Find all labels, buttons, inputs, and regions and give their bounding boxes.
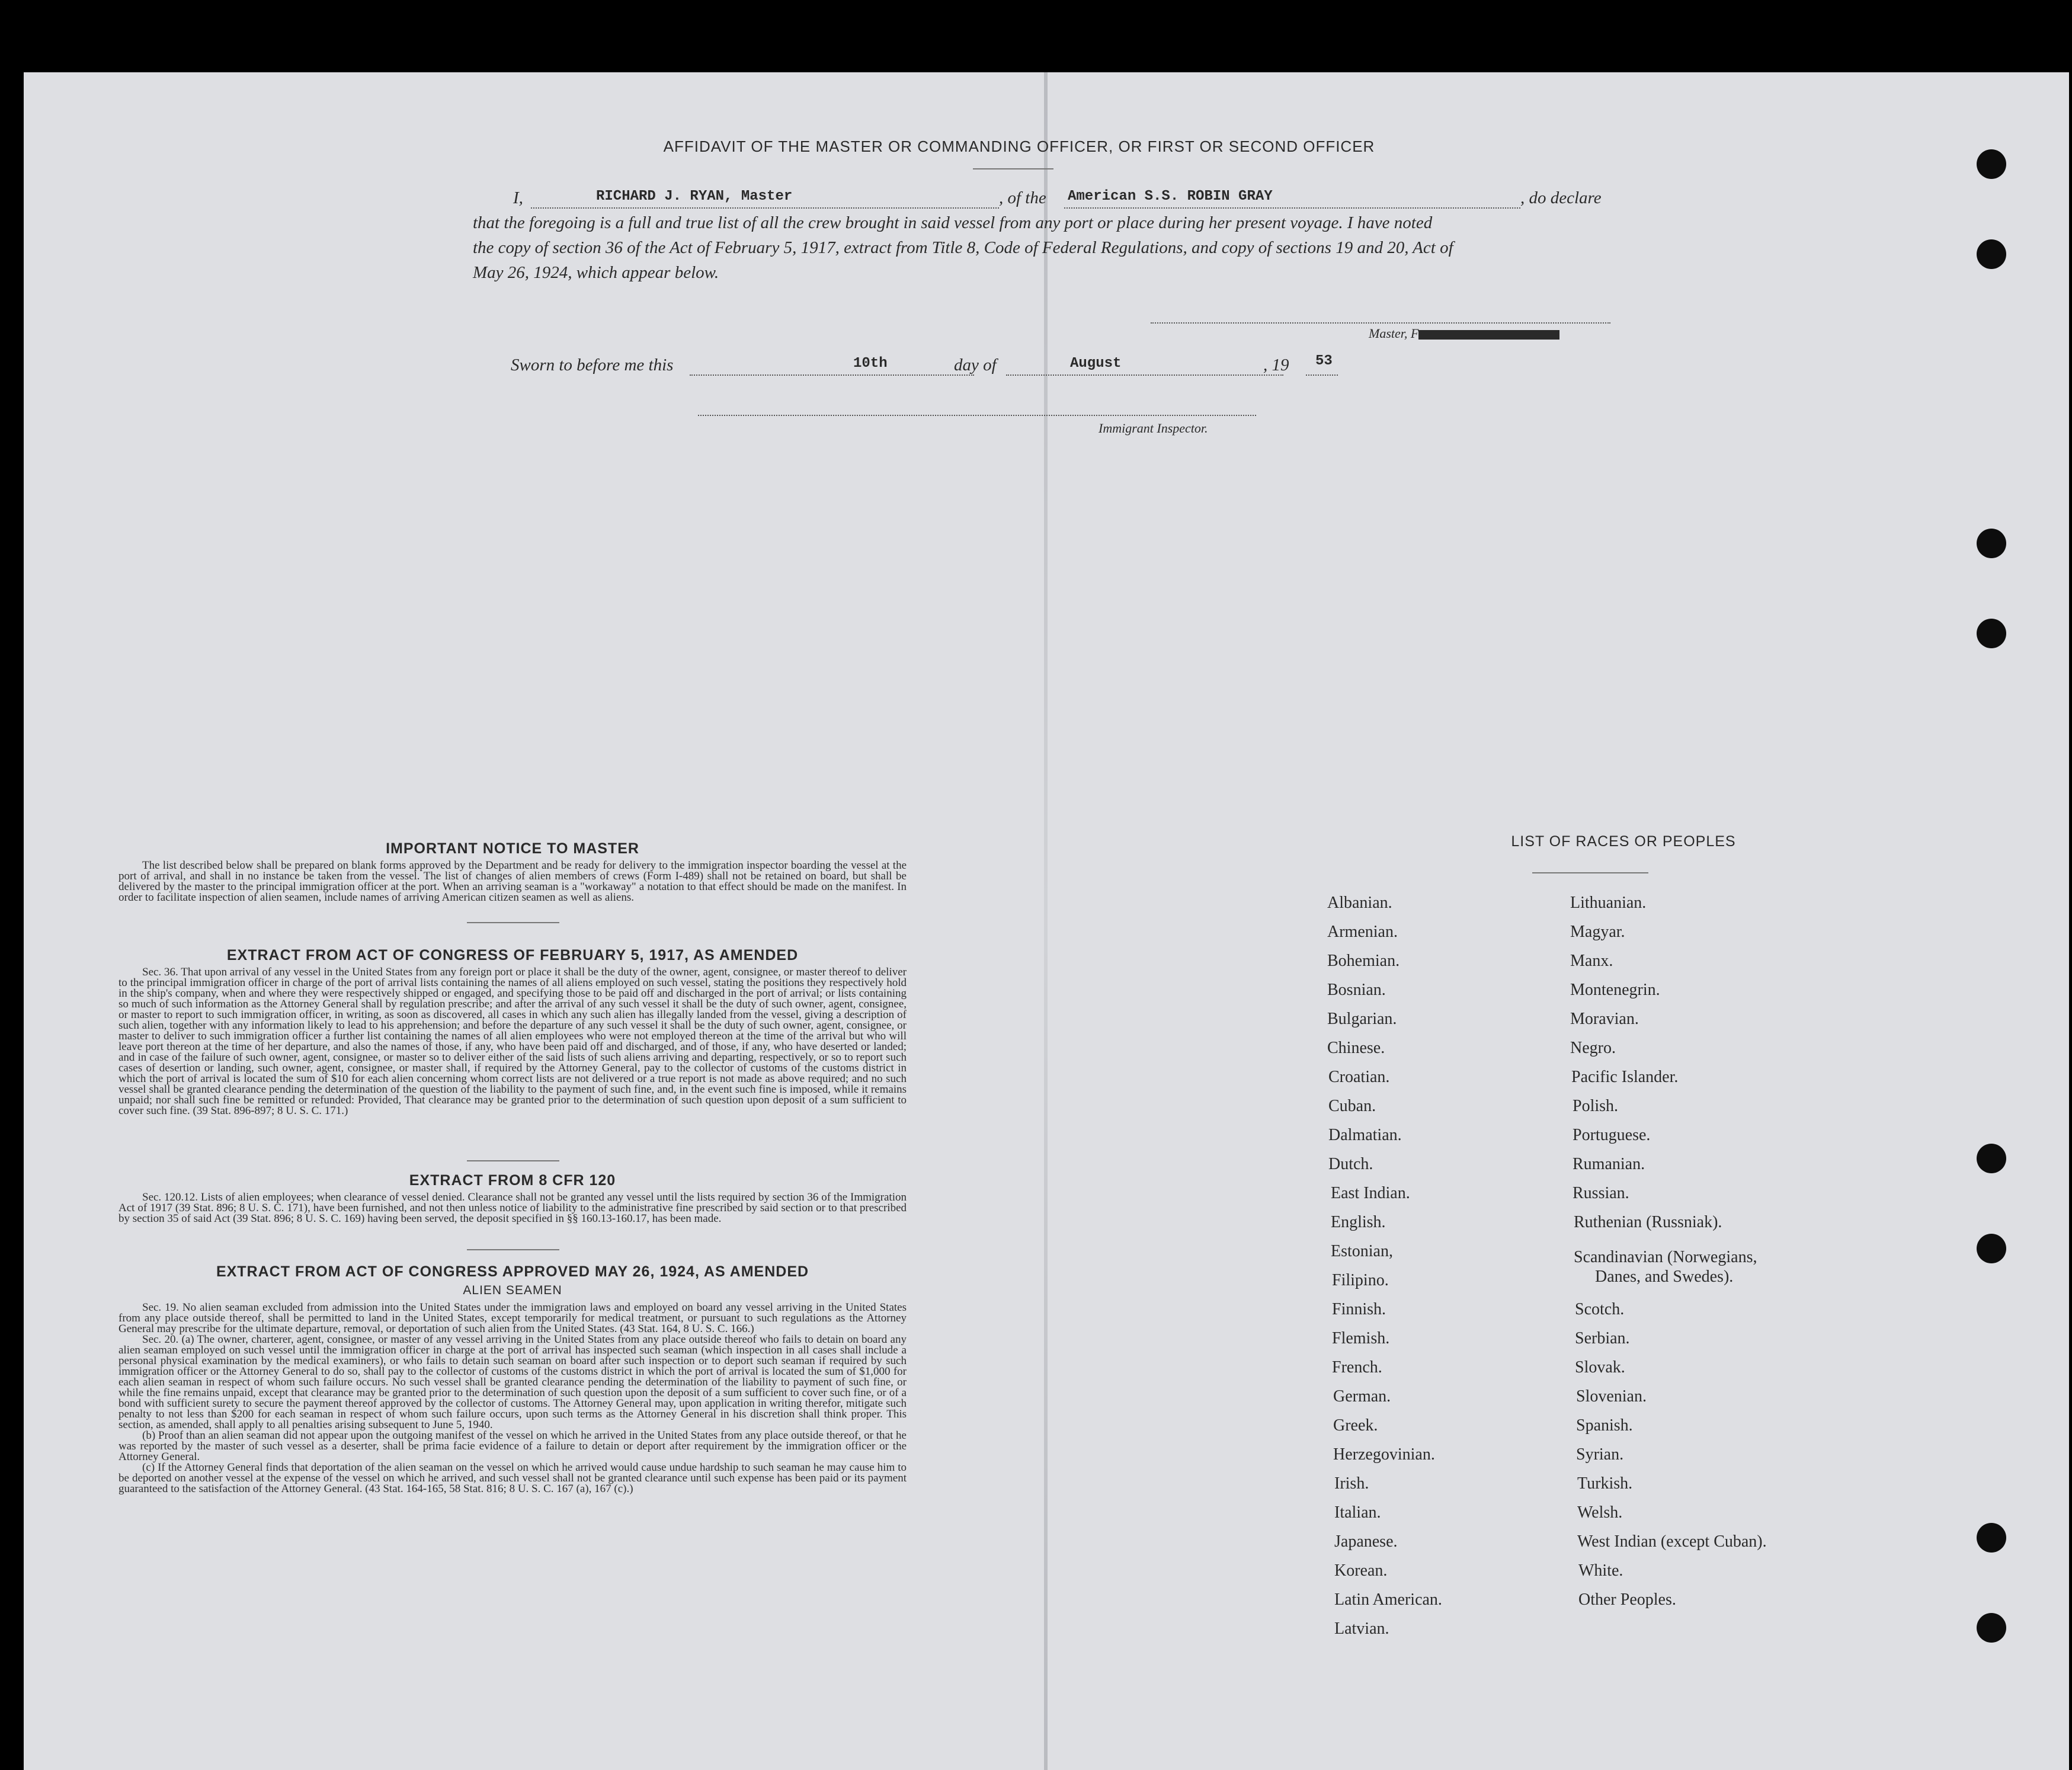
extract-cfr-rule — [467, 1249, 559, 1250]
affidavit-line-4: May 26, 1924, which appear below. — [473, 263, 719, 282]
day-of-label: day of — [954, 356, 997, 375]
race-item: Russian. — [1573, 1184, 1629, 1202]
race-item: Latin American. — [1334, 1590, 1442, 1609]
race-item: Lithuanian. — [1570, 894, 1647, 912]
race-item: English. — [1331, 1213, 1386, 1231]
extract-1924-sections — [119, 1302, 907, 1494]
extract-1924-heading: EXTRACT FROM ACT OF CONGRESS APPROVED MAY 26, 1924, AS AMENDED — [216, 1263, 809, 1280]
extract-1917-rule — [467, 1160, 559, 1161]
sec-19-text: Sec. 19. No alien seaman excluded from admission into the United States under the immigration laws and employed on board any vessel arriving in the United States from any place outside thereof, shall be permitted to land in the United States, except temporarily for medical treatment, or pursuant to such regulations as the Attorney General may prescribe for the ultimate departure, removal, or deportation of such alien from the United States. (43 Stat. 164, 8 U. S. C. 166.) — [119, 1301, 907, 1335]
race-item: Estonian, — [1331, 1242, 1393, 1260]
race-item: Japanese. — [1334, 1532, 1398, 1551]
affidavit-line-3: the copy of section 36 of the Act of February 5, 1917, extract from Title 8, Code of Federal Regulations, and copy of sections 19 and 20, Act of — [473, 238, 1453, 257]
race-item: White. — [1578, 1561, 1623, 1580]
races-rule — [1532, 872, 1648, 873]
race-item: Dutch. — [1328, 1155, 1373, 1173]
race-item: Croatian. — [1328, 1068, 1390, 1086]
struck-out-title — [1418, 330, 1559, 340]
race-item: Danes, and Swedes). — [1595, 1268, 1734, 1286]
race-item: Spanish. — [1576, 1416, 1633, 1435]
race-item: Rumanian. — [1573, 1155, 1645, 1173]
race-item: Welsh. — [1577, 1503, 1623, 1522]
race-item: Slovak. — [1575, 1358, 1625, 1377]
page-fold — [1044, 72, 1048, 1770]
master-signature-label — [1369, 326, 1559, 341]
race-item: Cuban. — [1328, 1097, 1376, 1115]
race-item: Dalmatian. — [1328, 1126, 1402, 1144]
race-item: Slovenian. — [1576, 1387, 1647, 1406]
binder-hole — [1977, 619, 2006, 648]
extract-1917-body: Sec. 36. That upon arrival of any vessel in the United States from any foreign port or place it shall be the duty of the owner, agent, consignee, or master thereof to deliver to the principal immigration officer in charge of the port of arrival lists containing the names of all aliens employed on such vessel, stating the positions they respectively hold in the ship's company, when and where they were respectively shipped or engaged, and specifying those to be paid off and discharged in the port of arrival; or lists containing so much of such information as the Attorney General shall by regulation prescribe; and after the arrival of any such vessel it shall be the duty of such owner, agent, consignee, or master to report to such immigration officer, in writing, as soon as discovered, all cases in which any such alien has illegally landed from the vessel, giving a description of such alien, together with any information likely to lead to his apprehension; and before the departure of any such vessel it shall be the duty of such owner, agent, consignee, or master to deliver to such immigration officer a further list containing the names of all alien employees who were not employed thereon at the time of the arrival but who will leave port thereon at the time of her departure, and also the names of those, if any, who have been paid off and discharged, and of those, if any, who have deserted or landed; and in case of the failure of such owner, agent, consignee, or master so to deliver either of the said lists of such aliens arriving and departing, respectively, or so to report such cases of desertion or landing, such owner, agent, consignee, or master shall, if required by the Attorney General, pay to the collector of customs of the customs district in which the port of arrival is located the sum of $10 for each alien concerning whom correct lists are not delivered or a true report is not made as above required; and no such vessel shall be granted clearance pending the determination of the question of the liability to the payment of such fine, and, in the event such fine is imposed, while it remains unpaid; nor shall such fine be remitted or refunded: Provided, That clearance may be granted prior to the determination of such question upon deposit of a sum sufficient to cover such fine. (39 Stat. 896-897; 8 U. S. C. 171.) — [119, 966, 907, 1117]
affidavit-line-2: that the foregoing is a full and true list of all the crew brought in said vessel from any port or place during her present voyage. I have noted — [473, 213, 1433, 232]
title-rule — [973, 168, 1053, 169]
race-item: Scandinavian (Norwegians, — [1574, 1248, 1757, 1266]
race-item: Syrian. — [1576, 1445, 1624, 1464]
race-item: German. — [1333, 1387, 1391, 1406]
race-item: Korean. — [1334, 1561, 1388, 1580]
document-page — [24, 72, 2069, 1770]
race-item: Negro. — [1570, 1039, 1616, 1057]
extract-1917-heading: EXTRACT FROM ACT OF CONGRESS OF FEBRUARY 5, 1917, AS AMENDED — [226, 947, 799, 964]
inspector-signature-line — [698, 415, 1256, 416]
sec-20b-text: (b) Proof than an alien seaman did not appear upon the outgoing manifest of the vessel on which he arrived in the United States from any place outside thereof, or that he was reported by the master of such vessel as a deserter, shall be prima facie evidence of a failure to detain or deport after requirement by the immigration officer or the Attorney General. — [119, 1429, 907, 1463]
races-heading: LIST OF RACES OR PEOPLES — [1511, 833, 1736, 850]
race-item: Polish. — [1573, 1097, 1619, 1115]
race-item: Serbian. — [1575, 1329, 1630, 1347]
race-item: Chinese. — [1327, 1039, 1385, 1057]
sworn-label: Sworn to before me this — [511, 356, 674, 375]
master-name-value: RICHARD J. RYAN, Master — [596, 188, 793, 204]
race-item: Bosnian. — [1327, 981, 1386, 999]
binder-hole — [1977, 529, 2006, 558]
race-item: French. — [1332, 1358, 1382, 1377]
race-item: Irish. — [1334, 1474, 1369, 1493]
extract-cfr-heading: EXTRACT FROM 8 CFR 120 — [409, 1172, 616, 1189]
race-item: Pacific Islander. — [1571, 1068, 1679, 1086]
binder-hole — [1977, 239, 2006, 269]
race-item: Portuguese. — [1573, 1126, 1651, 1144]
binder-hole — [1977, 1234, 2006, 1263]
vessel-field-line — [1064, 207, 1520, 209]
vessel-name-value: American S.S. ROBIN GRAY — [1068, 188, 1273, 204]
notice-rule — [467, 922, 559, 923]
race-item: Montenegrin. — [1570, 981, 1660, 999]
race-item: Other Peoples. — [1578, 1590, 1676, 1609]
binder-hole — [1977, 1613, 2006, 1643]
affidavit-title: AFFIDAVIT OF THE MASTER OR COMMANDING OFFICER, OR FIRST OR SECOND OFFICER — [663, 137, 1375, 155]
master-label: Master, F — [1369, 326, 1419, 341]
year-field-line — [1306, 375, 1338, 376]
notice-heading: IMPORTANT NOTICE TO MASTER — [386, 840, 639, 857]
sec-20a-text: Sec. 20. (a) The owner, charterer, agent, consignee, or master of any vessel arriving in the United States from any place outside thereof who fails to detain on board any alien seaman employed on such vessel until the immigration officer in charge at the port of arrival has inspected such seaman (which inspection in all cases shall include a personal physical examination by the medical examiners), or who fails to detain such seaman on board after such inspection or to deport such seaman if required by such immigration officer or the Attorney General to do so, shall pay to the collector of customs of the customs district in which the port of arrival is located the sum of $1,000 for each alien seaman in respect of whom such failure occurs. No such vessel shall be granted clearance pending the determination of the liability to payment of such fine, or while the fine remains unpaid, except that clearance may be granted prior to the determination of such question upon the deposit of a sum sufficient to cover such fine, or of a bond with sufficient surety to secure the payment thereof approved by the collector of customs. The Attorney General may, upon application in writing therefor, mitigate such penalty to not less than $200 for each seaman in respect of whom such failure occurs, upon such terms as the Attorney General in his discretion shall think proper. This section, as amended, shall apply to all penalties arising subsequent to June 5, 1940. — [119, 1333, 907, 1431]
sworn-year-value: 53 — [1315, 353, 1333, 369]
race-item: Magyar. — [1570, 923, 1625, 941]
race-item: Bulgarian. — [1327, 1010, 1397, 1028]
race-item: Latvian. — [1334, 1619, 1389, 1638]
race-item: Albanian. — [1327, 894, 1392, 912]
extract-cfr-body: Sec. 120.12. Lists of alien employees; when clearance of vessel denied. Clearance shall not be granted any vessel until the lists required by section 36 of the Immigration Act of 1917 (39 Stat. 896; 8 U. S. C. 171), have been furnished, and not then unless notice of liability to the administrative fine prescribed by said section or to that prescribed by section 35 of said Act (39 Stat. 896; 8 U. S. C. 169) having been served, the deposit specified in §§ 160.13-160.17, has been made. — [119, 1191, 907, 1225]
extract-1924-subheading: ALIEN SEAMEN — [463, 1284, 562, 1297]
binder-hole — [1977, 149, 2006, 179]
race-item: Finnish. — [1332, 1300, 1386, 1318]
sworn-month-value: August — [1070, 356, 1122, 372]
race-item: Herzegovinian. — [1333, 1445, 1435, 1464]
race-item: Flemish. — [1332, 1329, 1390, 1347]
month-field-line — [1006, 375, 1283, 376]
race-item: Manx. — [1570, 952, 1613, 970]
sworn-day-value: 10th — [853, 356, 888, 372]
race-item: Bohemian. — [1327, 952, 1400, 970]
of-the-label: , of the — [999, 188, 1046, 207]
name-field-line — [531, 207, 999, 209]
race-item: Scotch. — [1575, 1300, 1625, 1318]
race-item: Turkish. — [1577, 1474, 1633, 1493]
race-item: West Indian (except Cuban). — [1577, 1532, 1767, 1551]
race-item: East Indian. — [1331, 1184, 1410, 1202]
race-item: Greek. — [1333, 1416, 1378, 1435]
race-item: Italian. — [1334, 1503, 1381, 1522]
year-prefix-label: , 19 — [1263, 356, 1289, 375]
notice-body: The list described below shall be prepared on blank forms approved by the Department and be ready for delivery to the immigration inspector boarding the vessel at the port of arrival, and shall in no instance be taken from the vessel. The list of changes of alien members of crews (Form I-489) shall not be retained on board, but shall be delivered by the master to the principal immigration officer at the port. When an arriving seaman is a "workaway" a notation to that effect should be made on the manifest. In order to facilitate inspection of alien seamen, include names of arriving American citizen seamen as well as aliens. — [119, 859, 907, 904]
inspector-label: Immigrant Inspector. — [1099, 421, 1208, 436]
binder-hole — [1977, 1523, 2006, 1553]
race-item: Armenian. — [1327, 923, 1398, 941]
declare-label: , do declare — [1520, 188, 1602, 207]
master-signature-line — [1151, 322, 1610, 324]
affidavit-lead: I, — [513, 188, 523, 207]
binder-hole — [1977, 1144, 2006, 1173]
day-field-line — [690, 375, 974, 376]
sec-20c-text: (c) If the Attorney General finds that deportation of the alien seaman on the vessel on which he arrived would cause undue hardship to such seaman he may cause him to be deported on another vessel at the expense of the vessel on which he arrived, and such vessel shall not be granted clearance until such expense has been paid or its payment guaranteed to the satisfaction of the Attorney General. (43 Stat. 164-165, 58 Stat. 816; 8 U. S. C. 167 (a), 167 (c).) — [119, 1461, 907, 1495]
race-item: Moravian. — [1570, 1010, 1639, 1028]
race-item: Ruthenian (Russniak). — [1574, 1213, 1722, 1231]
race-item: Filipino. — [1332, 1271, 1389, 1289]
